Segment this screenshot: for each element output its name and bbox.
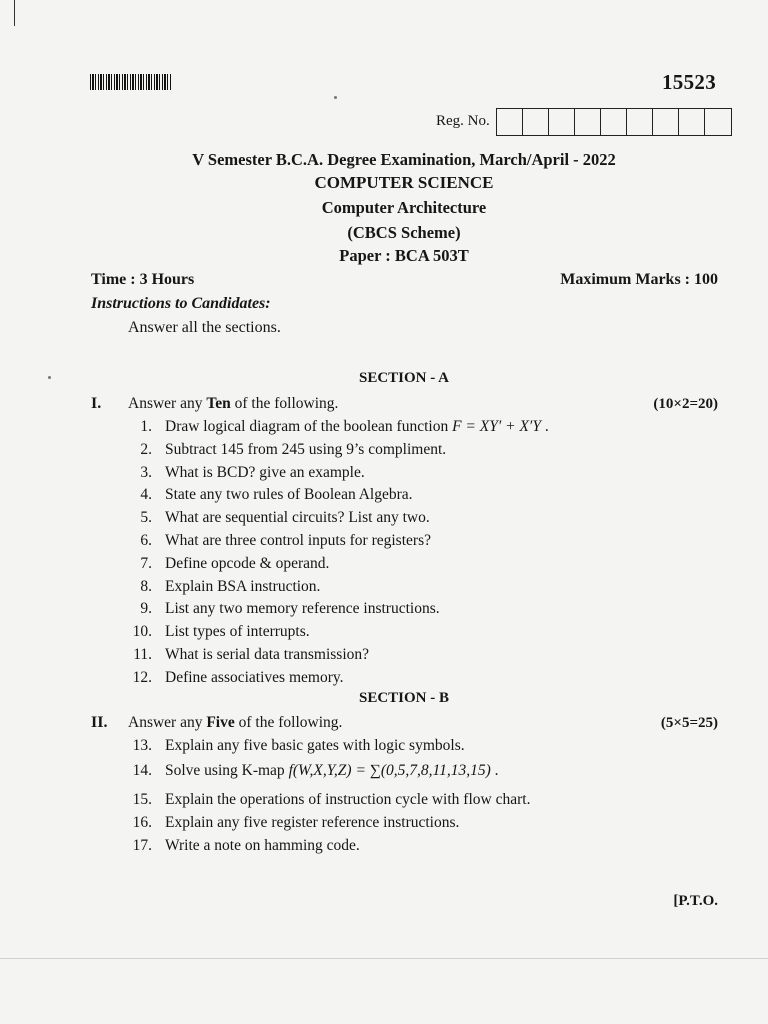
question-number: 14. — [132, 762, 152, 779]
question-math-expression: f(W,X,Y,Z) = ∑(0,5,7,8,11,13,15) — [288, 762, 491, 779]
reg-no-box — [653, 109, 679, 135]
question-number: 8. — [140, 577, 152, 595]
question-text-body: List types of interrupts. — [165, 623, 310, 641]
question-text — [165, 555, 329, 573]
question-text — [165, 814, 459, 832]
reg-no-box — [549, 109, 575, 135]
reg-no-box — [497, 109, 523, 135]
section-a-instruction: Answer any Ten of the following. — [128, 395, 339, 412]
question-text-body: What are three control inputs for registers? — [165, 532, 431, 549]
question-text — [165, 464, 365, 482]
time-label: Time : 3 Hours — [91, 271, 195, 288]
paper-code-title: Paper : BCA 503T — [339, 246, 469, 265]
reg-no-box — [627, 109, 653, 135]
question-text-body: Explain the operations of instruction cycle with flow chart. — [165, 791, 531, 808]
question-text-body: Explain any five basic gates with logic symbols. — [165, 737, 465, 754]
scheme-title: (CBCS Scheme) — [347, 223, 461, 242]
question-text-body: Explain BSA instruction. — [165, 577, 321, 595]
question-text-body: Explain any five register reference instructions. — [165, 814, 460, 831]
question-text — [165, 600, 440, 618]
question-number: 10. — [132, 623, 152, 641]
question-number: 3. — [140, 463, 152, 481]
instructions-heading: Instructions to Candidates: — [91, 295, 271, 312]
question-text-body: List any two memory reference instructions. — [165, 600, 440, 618]
question-number: 13. — [132, 737, 152, 754]
section-b-instruction: Answer any Five of the following. — [128, 714, 343, 731]
question-text — [165, 837, 360, 855]
question-text-body: State any two rules of Boolean Algebra. — [165, 486, 413, 504]
section-b-marks: (5×5=25) — [660, 715, 718, 731]
reg-no-box — [705, 109, 731, 135]
question-text — [165, 623, 310, 641]
instructions-text: Answer all the sections. — [128, 319, 281, 336]
section-a-marks: (10×2=20) — [653, 396, 718, 412]
question-text-tail: . — [490, 762, 499, 779]
question-number: 6. — [140, 532, 152, 549]
reg-no-box — [523, 109, 549, 135]
section-b-title: SECTION - B — [358, 690, 450, 706]
scan-speck — [334, 96, 337, 99]
question-text — [165, 509, 430, 527]
question-number: 12. — [132, 668, 152, 686]
exam-title: V Semester B.C.A. Degree Examination, March/April - 2022 — [192, 150, 616, 169]
subject-title: COMPUTER SCIENCE — [314, 173, 494, 192]
barcode — [90, 74, 172, 90]
question-text-body: Define opcode & operand. — [165, 554, 330, 572]
question-text-body: Subtract 145 from 245 using 9’s compliment. — [165, 440, 447, 458]
question-math-expression: F = XY′ + X′Y — [452, 418, 541, 435]
question-text-body: Solve using K-map — [165, 762, 289, 779]
question-text — [165, 441, 446, 459]
reg-no-box — [601, 109, 627, 135]
question-number: 4. — [140, 486, 152, 504]
question-text — [165, 486, 413, 504]
reg-no-label: Reg. No. — [436, 113, 490, 129]
question-text — [165, 762, 499, 780]
question-text — [165, 578, 320, 596]
question-number: 11. — [133, 646, 152, 663]
question-text — [165, 646, 369, 664]
question-number: 2. — [140, 440, 152, 458]
question-text — [165, 532, 431, 550]
question-text-tail: . — [540, 418, 549, 435]
reg-no-box — [679, 109, 705, 135]
section-a-roman: I. — [91, 395, 102, 412]
question-text — [165, 669, 343, 687]
reg-no-box — [575, 109, 601, 135]
question-text-body: What are sequential circuits? List any two. — [165, 509, 430, 527]
scan-edge-mark — [14, 0, 15, 26]
question-text-body: Define associatives memory. — [165, 668, 344, 686]
course-title: Computer Architecture — [321, 198, 487, 217]
page-bottom-edge — [0, 958, 768, 959]
question-text-body: Draw logical diagram of the boolean function — [165, 418, 453, 435]
paper-code: 15523 — [662, 70, 716, 94]
section-b-roman: II. — [91, 714, 108, 731]
question-text — [165, 418, 549, 436]
question-number: 1. — [140, 418, 152, 435]
scan-speck — [48, 376, 51, 379]
question-number: 17. — [132, 837, 152, 854]
question-text-body: What is BCD? give an example. — [165, 463, 365, 481]
question-text — [165, 791, 530, 809]
question-number: 5. — [140, 509, 152, 527]
max-marks-label: Maximum Marks : 100 — [560, 271, 718, 288]
question-text-body: Write a note on hamming code. — [165, 837, 360, 854]
reg-no-boxes — [496, 108, 732, 136]
pto-label: [P.T.O. — [673, 893, 718, 909]
question-number: 9. — [140, 600, 152, 618]
question-number: 16. — [132, 814, 152, 831]
question-number: 15. — [132, 791, 152, 808]
section-a-title: SECTION - A — [358, 370, 450, 386]
question-text — [165, 737, 465, 755]
question-number: 7. — [140, 554, 152, 572]
question-text-body: What is serial data transmission? — [165, 646, 370, 663]
